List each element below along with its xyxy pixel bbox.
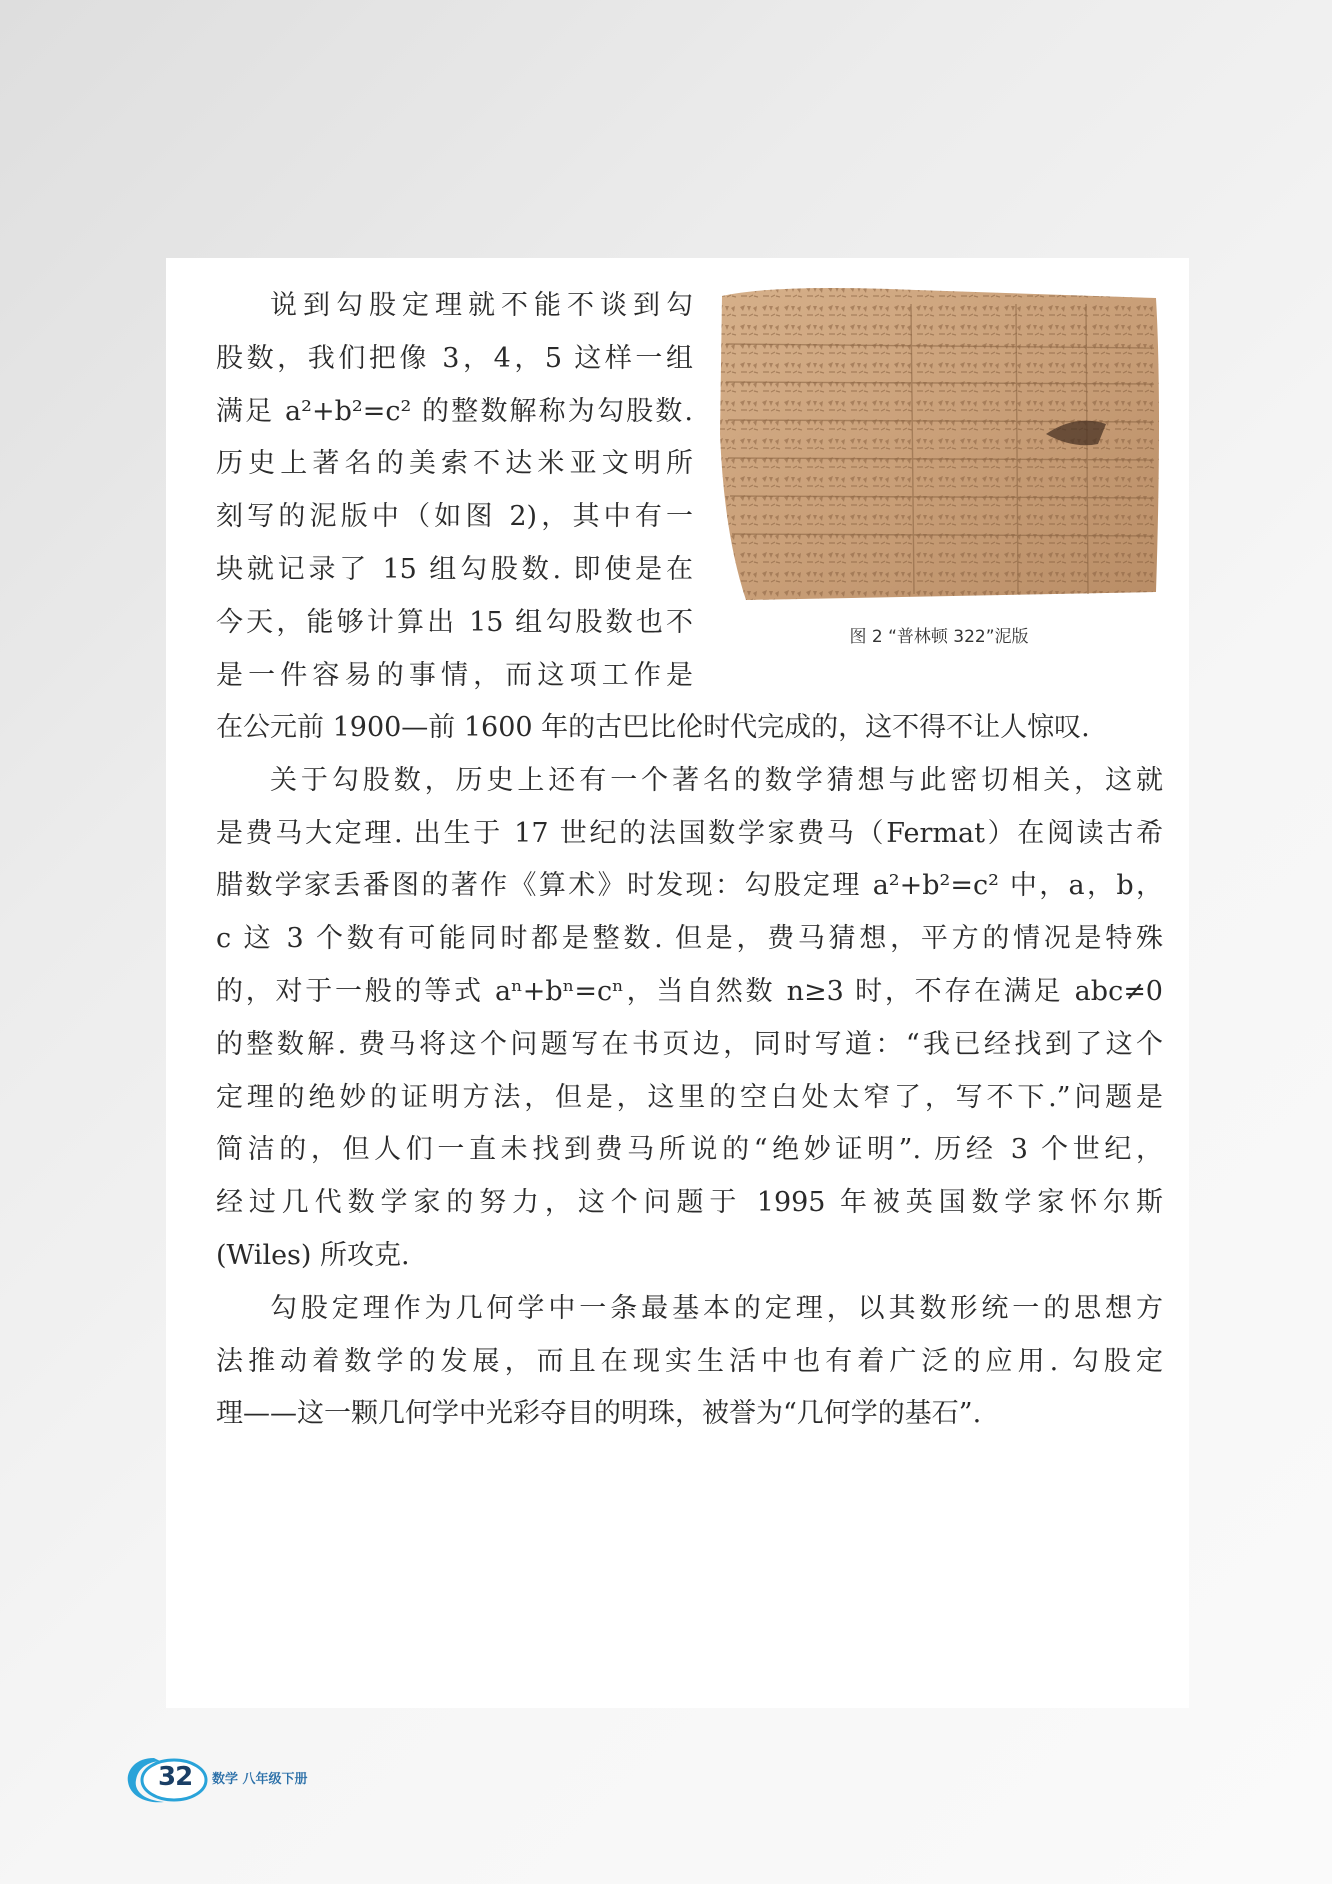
text-line: 法推动着数学的发展，而且在现实生活中也有着广泛的应用. 勾股定 — [216, 1345, 1163, 1377]
text-line: c 这 3 个数有可能同时都是整数. 但是，费马猜想，平方的情况是特殊 — [216, 923, 1163, 955]
text-line: 历史上著名的美索不达米亚文明所 — [216, 448, 693, 480]
text-line: 简洁的，但人们一直未找到费马所说的“绝妙证明”. 历经 3 个世纪， — [216, 1134, 1163, 1166]
main-text — [216, 702, 1163, 1441]
text-line: 勾股定理作为几何学中一条最基本的定理，以其数形统一的思想方 — [270, 1292, 1163, 1324]
page-number: 32 — [158, 1762, 193, 1792]
text-line: 定理的绝妙的证明方法，但是，这里的空白处太窄了，写不下.”问题是 — [216, 1081, 1163, 1113]
text-line: 满足 a²+b²=c² 的整数解称为勾股数. — [216, 395, 693, 427]
text-line: (Wiles) 所攻克. — [216, 1239, 410, 1271]
text-line: 腊数学家丢番图的著作《算术》时发现：勾股定理 a²+b²=c² 中，a，b， — [216, 870, 1163, 902]
text-line: 股数，我们把像 3，4，5 这样一组 — [216, 342, 693, 374]
figure-caption: 图 2 “普林顿 322”泥版 — [849, 627, 1029, 647]
book-title: 数学 八年级下册 — [212, 1772, 308, 1787]
text-line: 刻写的泥版中（如图 2)，其中有一 — [216, 501, 693, 533]
text-line: 的整数解. 费马将这个问题写在书页边，同时写道：“我已经找到了这个 — [216, 1028, 1163, 1060]
text-line: 今天，能够计算出 15 组勾股数也不 — [216, 606, 693, 638]
text-line: 关于勾股数，历史上还有一个著名的数学猜想与此密切相关，这就 — [270, 764, 1163, 796]
text-line: 在公元前 1900—前 1600 年的古巴比伦时代完成的，这不得不让人惊叹. — [216, 712, 1090, 743]
text-line: 说到勾股定理就不能不谈到勾 — [270, 290, 693, 321]
text-line: 是费马大定理. 出生于 17 世纪的法国数学家费马（Fermat）在阅读古希 — [216, 817, 1163, 849]
text-line: 理——这一颗几何学中光彩夺目的明珠，被誉为“几何学的基石”. — [216, 1398, 982, 1430]
text-line: 经过几代数学家的努力，这个问题于 1995 年被英国数学家怀尔斯 — [216, 1187, 1163, 1219]
text-line: 块就记录了 15 组勾股数. 即使是在 — [216, 553, 693, 585]
text-line: 是一件容易的事情，而这项工作是 — [216, 659, 693, 691]
text-line: 的，对于一般的等式 aⁿ+bⁿ=cⁿ，当自然数 n≥3 时，不存在满足 abc≠0 — [216, 975, 1163, 1007]
tablet-figure — [716, 284, 1162, 604]
intro-paragraph — [216, 280, 693, 702]
plimpton-322-tablet-image — [716, 284, 1162, 604]
page-footer — [124, 1752, 524, 1808]
